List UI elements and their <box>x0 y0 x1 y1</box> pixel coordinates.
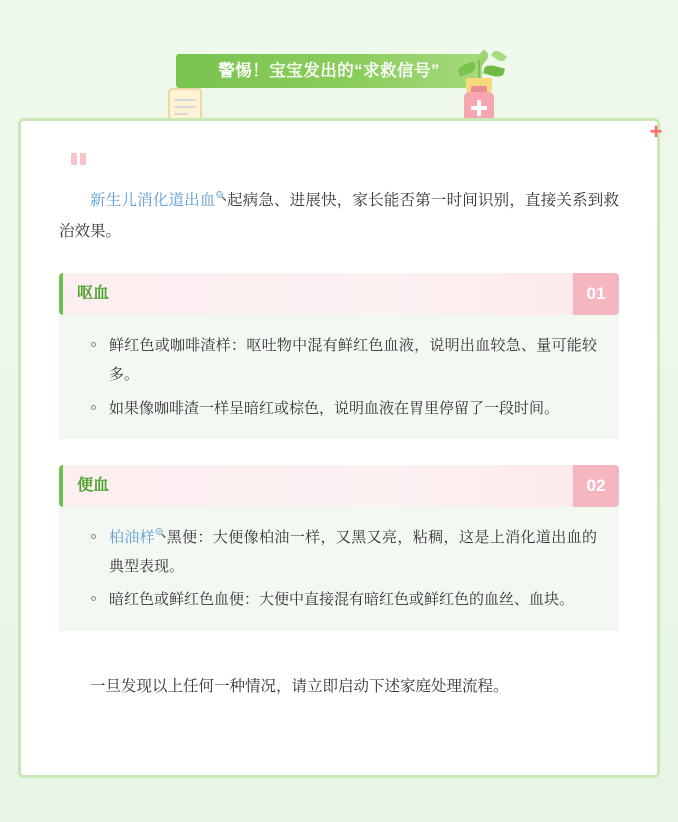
banner-title: 警惕！宝宝发出的“求救信号” <box>218 62 440 80</box>
list-item-keyword[interactable]: 柏油样 <box>109 528 156 546</box>
leaf-shape <box>491 49 507 64</box>
cross-icon <box>471 106 487 110</box>
section-header <box>59 273 619 315</box>
section-title: 呕血 <box>77 285 110 302</box>
plus-decoration-icon: + <box>649 119 663 144</box>
intro-text: 起病急、进展快，家长能否第一时间识别，直接关系到救治效果。 <box>59 192 619 240</box>
section-number-badge: 01 <box>573 273 619 315</box>
header-banner <box>0 40 678 100</box>
section-title: 便血 <box>77 476 110 494</box>
card-inner <box>21 121 657 775</box>
closing-paragraph: 一旦发现以上任何一种情况，请立即启动下述家庭处理流程。 <box>90 677 509 695</box>
clipboard-line <box>174 106 196 108</box>
intro-keyword[interactable]: 新生儿消化道出血 <box>90 192 216 209</box>
search-icon[interactable]: 🔍 <box>155 527 167 538</box>
clipboard-line <box>174 113 188 115</box>
intro-paragraph <box>59 185 619 247</box>
section-body <box>59 315 619 439</box>
leaf-shape <box>457 61 477 77</box>
section-list <box>89 523 597 615</box>
section-accent-bar <box>59 273 63 315</box>
section-hematemesis <box>59 273 619 439</box>
section-hematochezia <box>59 465 619 631</box>
search-icon[interactable]: 🔍 <box>215 190 227 201</box>
section-body <box>59 507 619 631</box>
section-number-badge: 02 <box>573 465 619 507</box>
clipboard-line <box>174 99 196 101</box>
leaf-shape <box>483 64 505 79</box>
list-item-text: 黑便：大便像柏油一样，又黑又亮，粘稠，这是上消化道出血的典型表现。 <box>109 528 597 575</box>
quote-mark-icon <box>71 153 86 165</box>
section-header <box>59 465 619 507</box>
section-accent-bar <box>59 465 63 507</box>
list-item <box>89 523 597 582</box>
section-list <box>89 331 597 423</box>
content-card <box>18 118 663 778</box>
list-item: 暗红色或鲜红色血便：大便中直接混有暗红色或鲜红色的血丝、血块。 <box>89 585 597 614</box>
list-item: 如果像咖啡渣一样呈暗红或棕色，说明血液在胃里停留了一段时间。 <box>89 394 597 423</box>
list-item: 鲜红色或咖啡渣样：呕吐物中混有鲜红色血液，说明出血较急、量可能较多。 <box>89 331 597 390</box>
